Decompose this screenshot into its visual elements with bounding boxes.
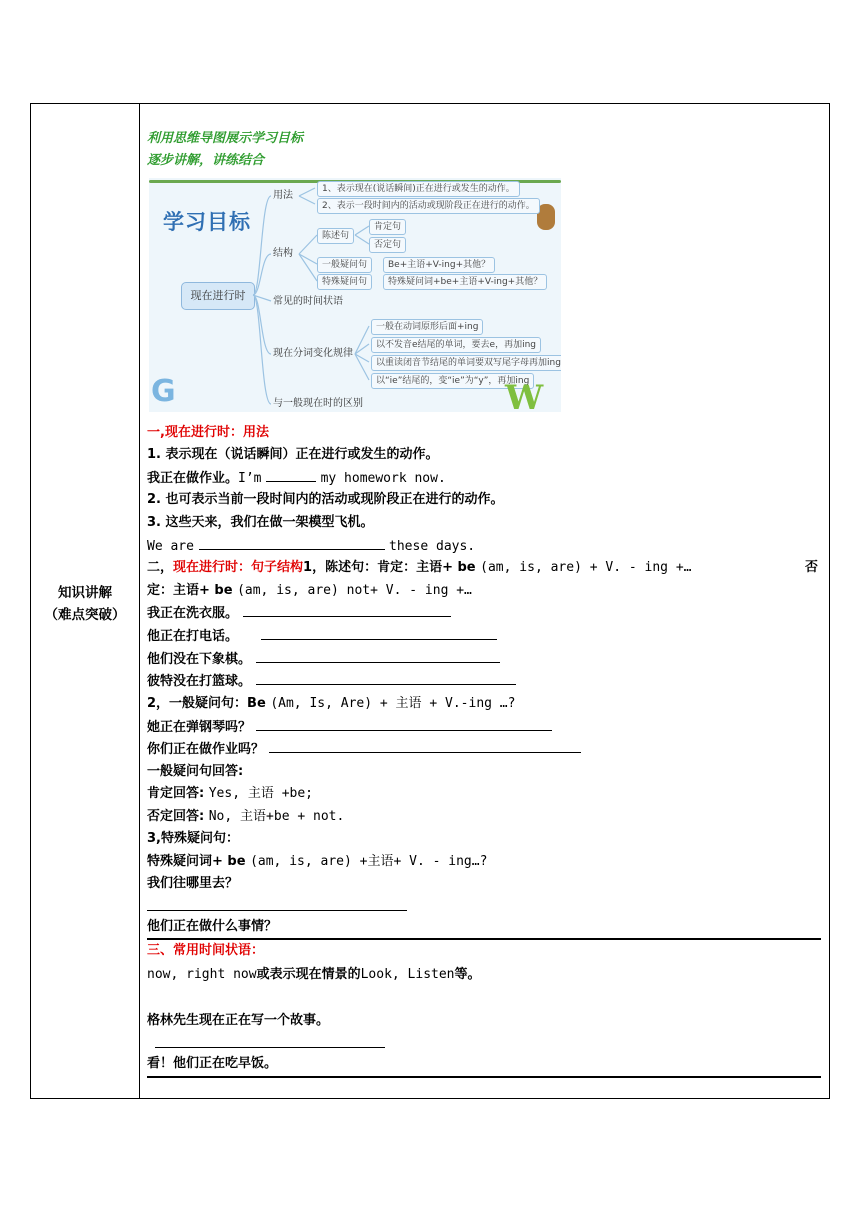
branch-compare: 与一般现在时的区别 [273, 398, 363, 409]
participle-rule-2: 以不发音e结尾的单词，要去e，再加ing [371, 337, 541, 353]
section2-heading: 现在进行时：句子结构 [173, 560, 304, 575]
giraffe-letter-icon: G [151, 374, 176, 409]
question-9: 格林先生现在正在写一个故事。 [147, 1013, 330, 1028]
branch-participle: 现在分词变化规律 [273, 348, 353, 359]
section1-heading: 一,现在进行时：用法 [147, 425, 269, 440]
wh-title: 3,特殊疑问句： [147, 831, 239, 846]
participle-rule-1: 一般在动词原形后面+ing [371, 319, 483, 335]
look-listen: Look, Listen [360, 967, 455, 982]
usage-1: 1. 表示现在（说话瞬间）正在进行或发生的动作。 [147, 447, 439, 462]
negative-answer [147, 808, 344, 826]
intro-line-2: 逐步讲解，讲练结合 [147, 153, 265, 168]
answer-blank[interactable] [256, 650, 500, 663]
node-negative: 否定句 [369, 237, 406, 253]
letter-w-icon: W [505, 378, 544, 412]
participle-rule-4: 以“ie”结尾的，变“ie”为“y”，再加ing [371, 373, 534, 389]
question-5 [147, 718, 552, 737]
yesno-label: 2，一般疑问句：Be [147, 696, 266, 711]
negative-form: (am, is, are) not+ V. - ing +… [237, 583, 472, 598]
section2-structure-line [147, 559, 691, 577]
wh-form-line [147, 853, 487, 871]
question-3 [147, 650, 500, 669]
section-divider [147, 938, 821, 940]
question-2-text: 他正在打电话。 [147, 629, 239, 644]
label-line-1: 知识讲解 [58, 585, 112, 601]
question-5-text: 她正在弹钢琴吗？ [147, 720, 252, 735]
branch-usage: 用法 [273, 190, 293, 201]
question-6 [147, 740, 581, 759]
participle-rule-3: 以重读闭音节结尾的单词要双写尾字母再加ing [371, 355, 561, 371]
wh-form: (am, is, are) +主语+ V. - ing…? [250, 854, 488, 869]
desc-end: 等。 [454, 967, 481, 982]
lesson-table [30, 103, 830, 1099]
question-8: 他们正在做什么事情？ [147, 919, 278, 934]
desc-middle: 或表示现在情景的 [256, 967, 361, 982]
example-3 [147, 537, 475, 556]
positive-answer [147, 785, 313, 803]
example-1-cn: 我正在做作业。 [147, 471, 239, 486]
negative-form-line [147, 582, 472, 600]
question-4 [147, 672, 516, 691]
answer-blank[interactable] [261, 627, 497, 640]
answer-blank[interactable] [269, 740, 581, 753]
section2-prefix: 二， [147, 560, 174, 575]
usage-2: 2. 也可表示当前一段时间内的活动或现阶段正在进行的动作。 [147, 492, 504, 507]
intro-line-1: 利用思维导图展示学习目标 [147, 131, 304, 146]
section3-heading: 三、常用时间状语： [147, 943, 265, 958]
node-wh: 特殊疑问句 [317, 274, 372, 290]
branch-time-adverbials: 常见的时间状语 [273, 296, 343, 307]
node-yesno: 一般疑问句 [317, 257, 372, 273]
usage-item-1: 1、表示现在(说话瞬间)正在进行或发生的动作。 [317, 181, 520, 197]
declarative-form: (am, is, are) + V. - ing +… [480, 560, 692, 575]
answer-line[interactable] [147, 910, 407, 911]
label-line-2: （难点突破） [44, 607, 126, 623]
column-divider [139, 104, 140, 1098]
usage-item-2: 2、表示一段时间内的活动或现阶段正在进行的动作。 [317, 198, 540, 214]
answer-blank[interactable] [243, 604, 451, 617]
negative-answer-form: No, 主语+be + not. [208, 809, 345, 824]
time-words: now, right now [147, 967, 257, 982]
negative-start: 否 [805, 560, 819, 575]
question-6-text: 你们正在做作业吗？ [147, 742, 265, 757]
branch-structure: 结构 [273, 248, 293, 259]
mindmap-title: 学习目标 [163, 210, 251, 234]
section3-description [147, 966, 481, 984]
example-1-en-start: I’m [238, 471, 262, 486]
answer-blank[interactable] [266, 469, 316, 482]
yesno-line [147, 695, 515, 713]
negative-label: 定：主语+ be [147, 583, 233, 598]
usage-3: 3. 这些天来，我们在做一架模型飞机。 [147, 515, 374, 530]
question-1-text: 我正在洗衣服。 [147, 606, 239, 621]
answer-blank[interactable] [256, 672, 516, 685]
answer-title: 一般疑问句回答: [147, 764, 244, 779]
node-affirmative: 肯定句 [369, 219, 406, 235]
question-3-text: 他们没在下象棋。 [147, 652, 252, 667]
node-yesno-form: Be+主语+V-ing+其他？ [383, 257, 495, 273]
question-10: 看！他们正在吃早饭。 [147, 1056, 278, 1071]
node-declarative: 陈述句 [317, 228, 354, 244]
node-wh-form: 特殊疑问词+be+主语+V-ing+其他？ [383, 274, 547, 290]
positive-form: Yes, 主语 +be; [208, 786, 314, 801]
example-1 [147, 469, 446, 488]
section-divider [147, 1076, 821, 1078]
question-2 [147, 627, 497, 646]
question-4-text: 彼特没在打篮球。 [147, 674, 252, 689]
example-1-en-end: my homework now. [320, 471, 446, 486]
mindmap-center: 现在进行时 [181, 282, 255, 310]
example-3-start: We are [147, 539, 194, 554]
section-label [31, 582, 139, 626]
answer-line[interactable] [155, 1047, 385, 1048]
example-3-end: these days. [389, 539, 476, 554]
declarative-label: 1，陈述句：肯定：主语+ be [303, 560, 476, 575]
mindmap-image [149, 178, 561, 412]
positive-label: 肯定回答: [147, 786, 205, 801]
negative-answer-label: 否定回答: [147, 809, 205, 824]
question-1 [147, 604, 451, 623]
answer-blank[interactable] [199, 537, 385, 550]
wh-label: 特殊疑问词+ be [147, 854, 246, 869]
question-7: 我们往哪里去？ [147, 876, 239, 891]
answer-blank[interactable] [256, 718, 552, 731]
yesno-form: (Am, Is, Are) + 主语 + V.-ing …? [270, 696, 516, 711]
